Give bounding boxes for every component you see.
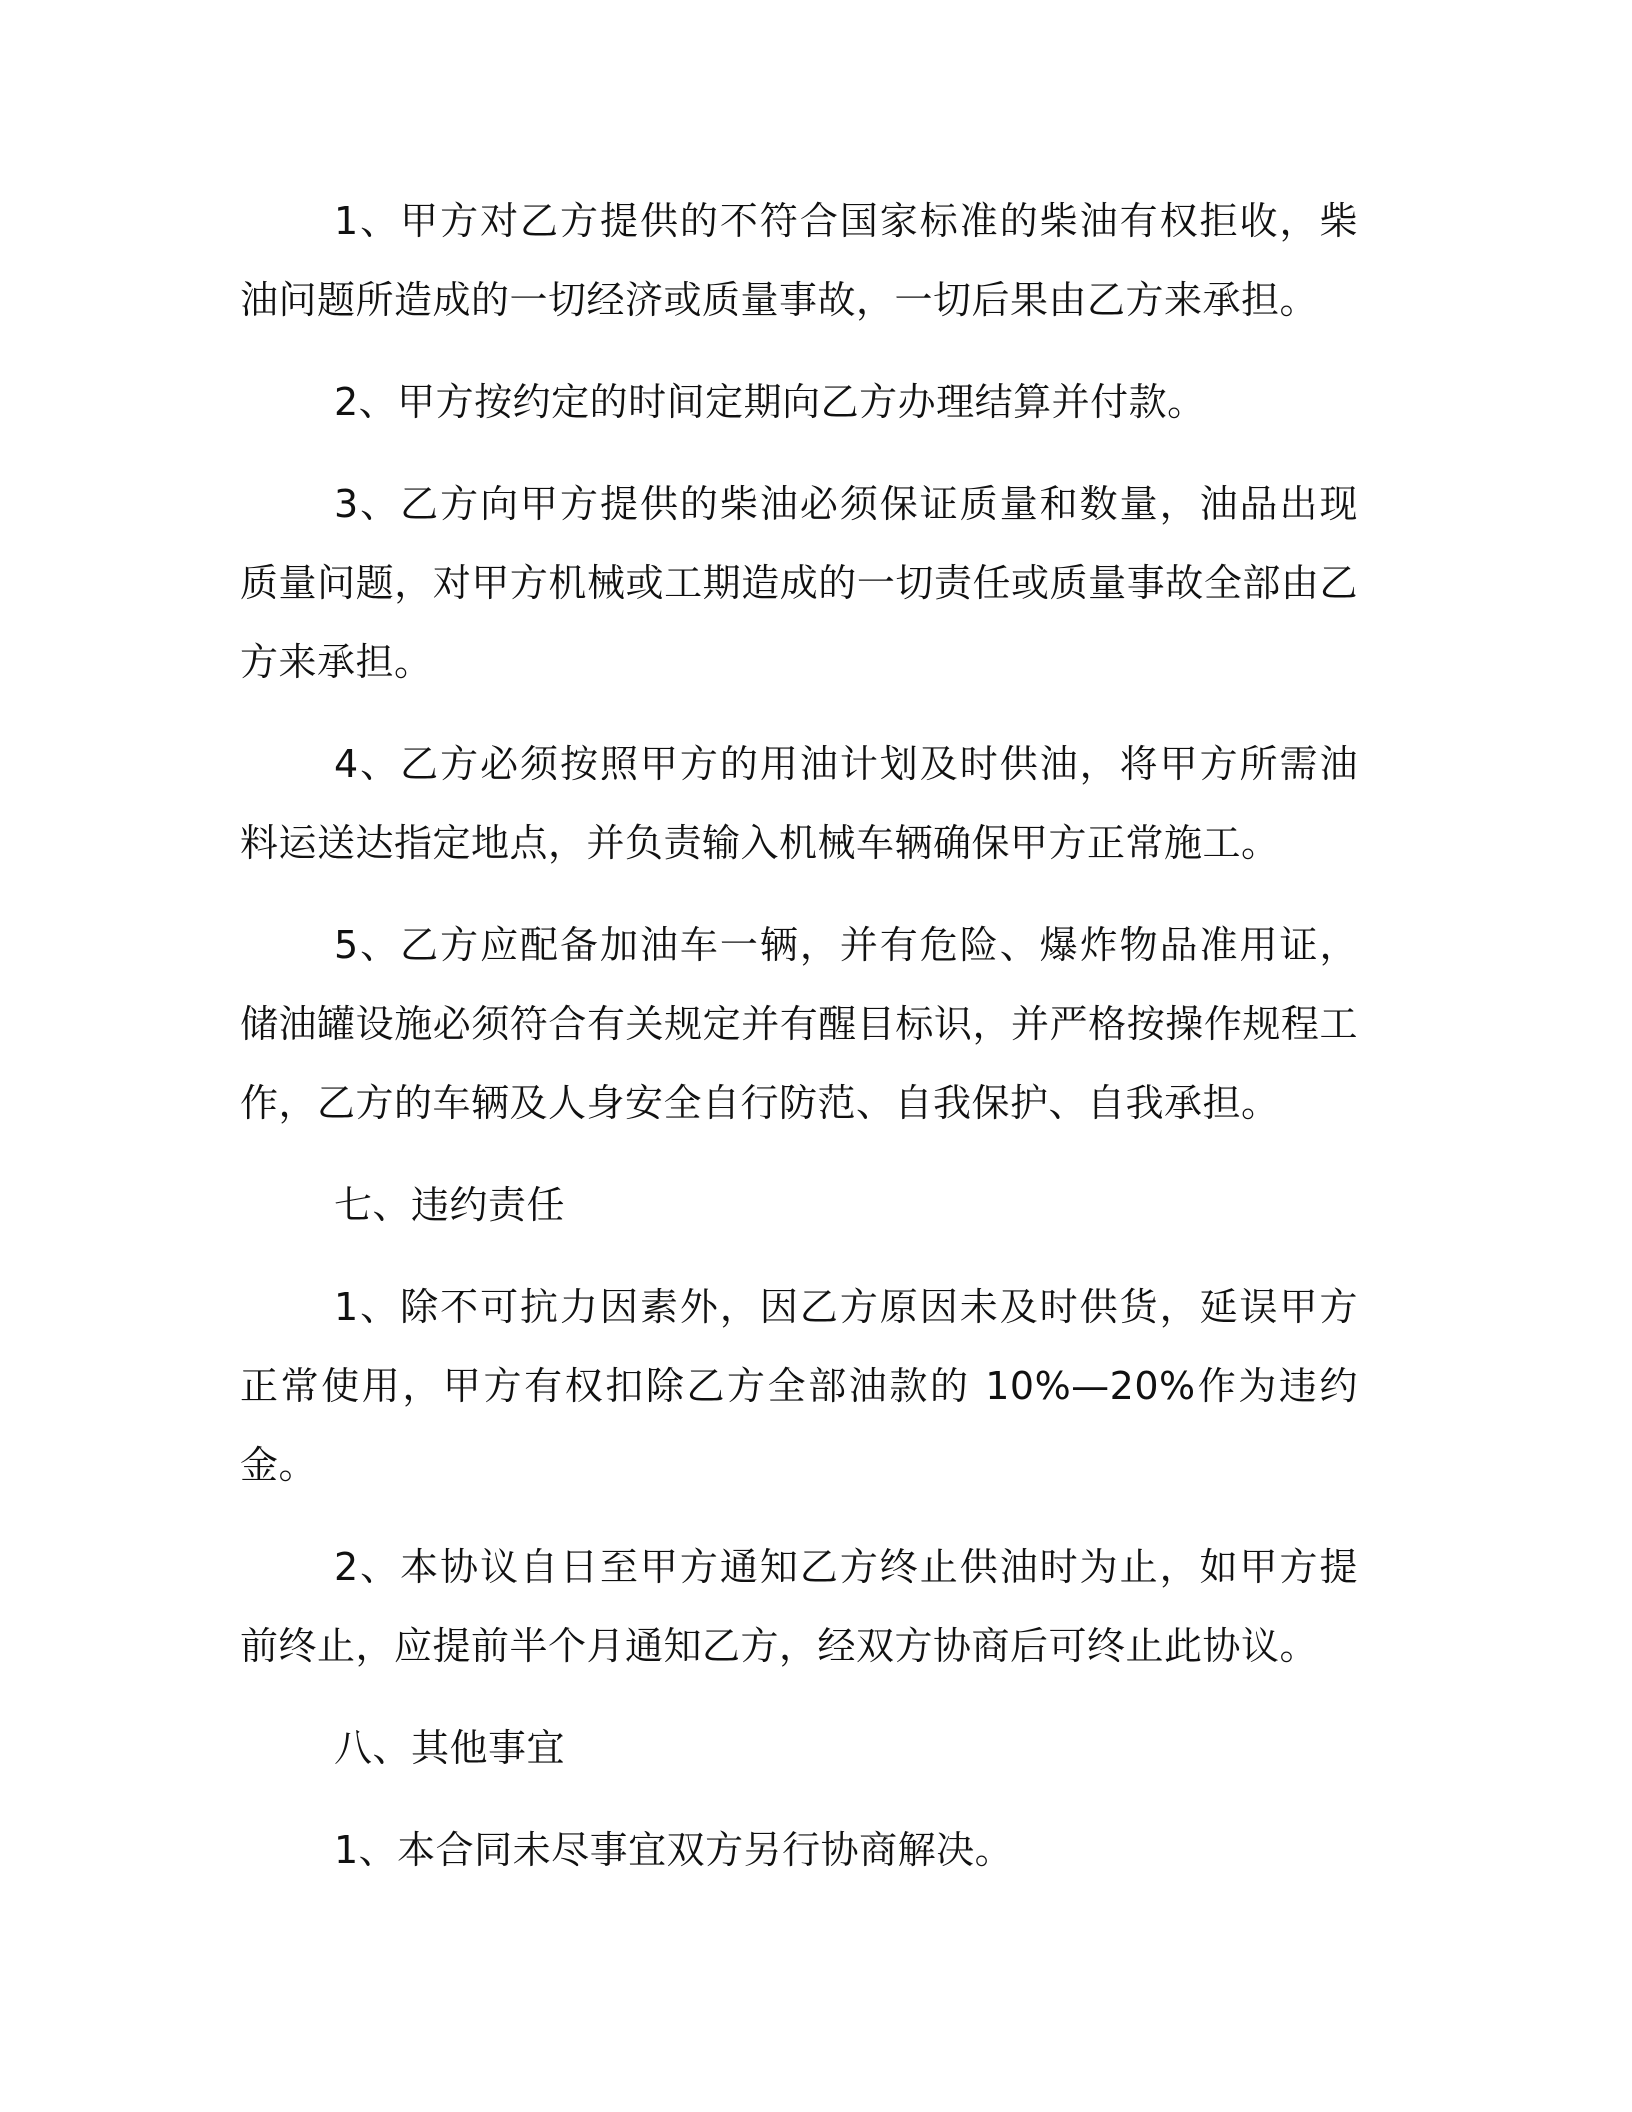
clause-paragraph: 1、除不可抗力因素外，因乙方原因未及时供货，延误甲方正常使用，甲方有权扣除乙方全部油款的 10%—20%作为违约金。 bbox=[240, 1285, 1358, 1487]
clause-paragraph: 2、甲方按约定的时间定期向乙方办理结算并付款。 bbox=[334, 380, 1206, 424]
clause-paragraph: 3、乙方向甲方提供的柴油必须保证质量和数量，油品出现质量问题，对甲方机械或工期造成的一切责任或质量事故全部由乙方来承担。 bbox=[240, 482, 1358, 684]
clause-paragraph: 5、乙方应配备加油车一辆，并有危险、爆炸物品准用证，储油罐设施必须符合有关规定并有醒目标识，并严格按操作规程工作，乙方的车辆及人身安全自行防范、自我保护、自我承担。 bbox=[240, 923, 1358, 1125]
document-body bbox=[240, 182, 1358, 1913]
clause-paragraph: 2、本协议自日至甲方通知乙方终止供油时为止，如甲方提前终止，应提前半个月通知乙方，经双方协商后可终止此协议。 bbox=[240, 1545, 1358, 1668]
clause-paragraph: 1、本合同未尽事宜双方另行协商解决。 bbox=[334, 1828, 1014, 1872]
section-heading: 八、其他事宜 bbox=[334, 1726, 566, 1770]
clause-paragraph: 4、乙方必须按照甲方的用油计划及时供油，将甲方所需油料运送达指定地点，并负责输入机械车辆确保甲方正常施工。 bbox=[240, 742, 1358, 865]
section-heading: 七、违约责任 bbox=[334, 1183, 566, 1227]
clause-paragraph: 1、甲方对乙方提供的不符合国家标准的柴油有权拒收，柴油问题所造成的一切经济或质量事故，一切后果由乙方来承担。 bbox=[240, 199, 1358, 322]
